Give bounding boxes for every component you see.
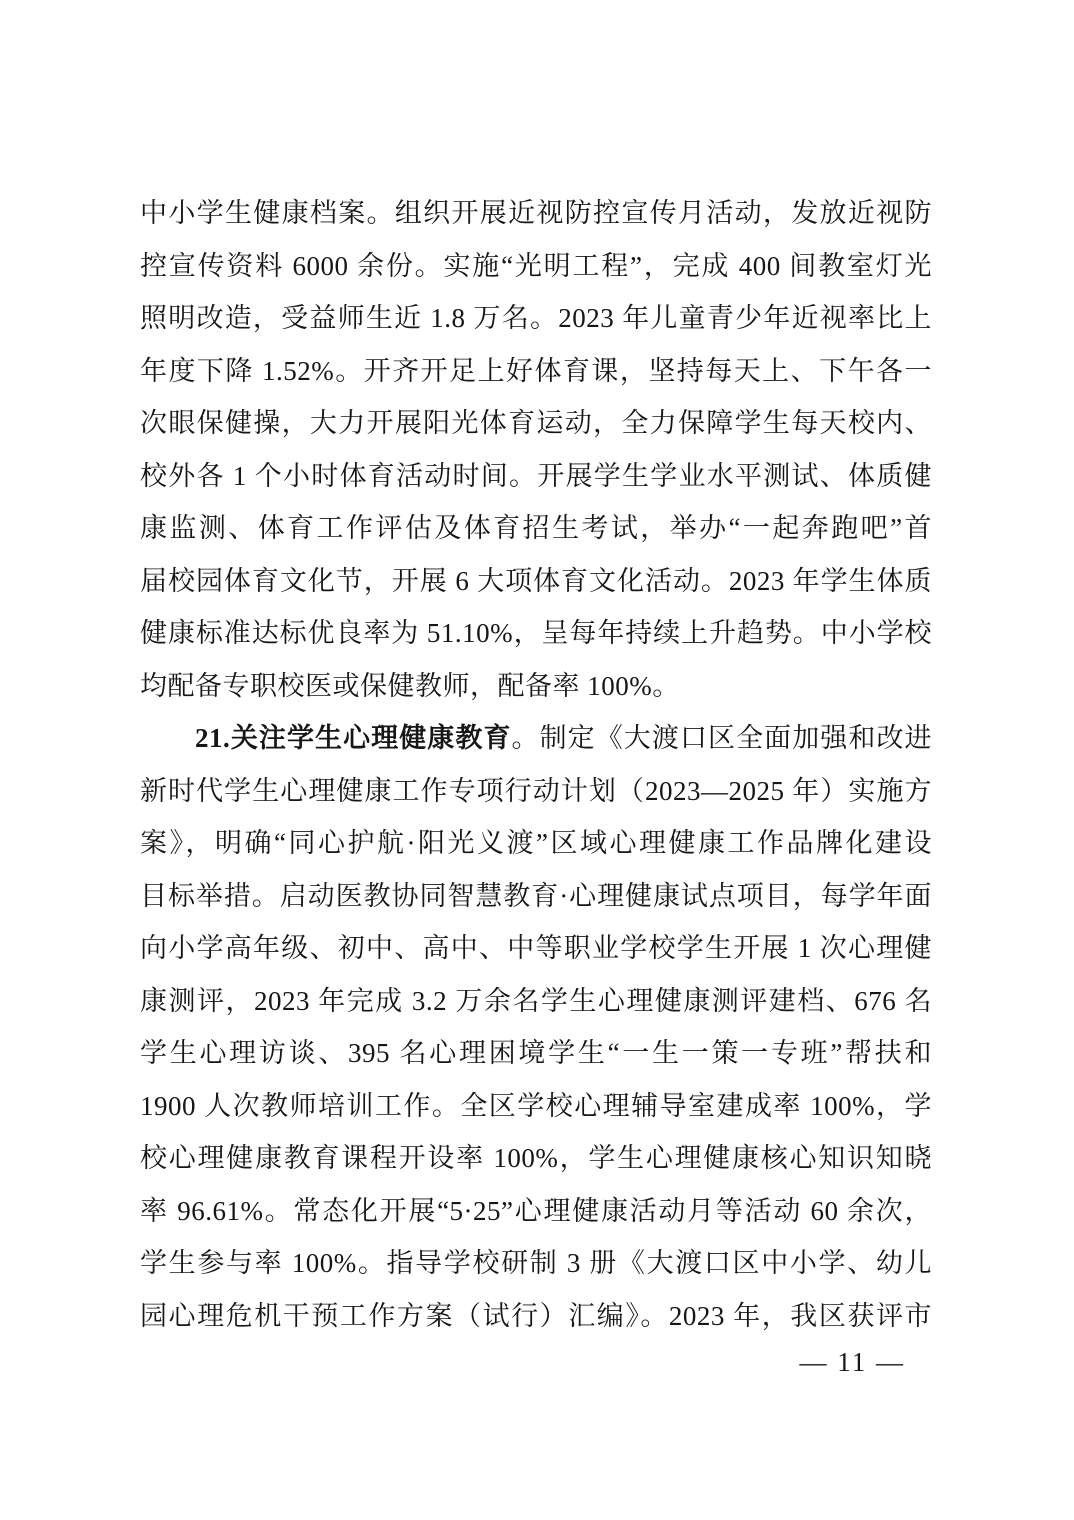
document-line	[140, 607, 932, 660]
text-segment: 康测评，2023 年完成 3.2 万余名学生心理健康测评建档、676 名	[140, 985, 932, 1016]
document-line	[140, 870, 932, 923]
document-line	[140, 712, 932, 765]
text-segment: 园心理危机干预工作方案（试行）汇编》。2023 年，我区获评市	[140, 1300, 932, 1331]
document-line	[140, 240, 932, 293]
document-line	[140, 660, 932, 713]
document-line	[140, 1027, 932, 1080]
text-segment: 均配备专职校医或保健教师，配备率 100%。	[140, 670, 680, 701]
document-line	[140, 765, 932, 818]
document-line	[140, 502, 932, 555]
document-line	[140, 922, 932, 975]
text-segment: 健康标准达标优良率为 51.10%，呈每年持续上升趋势。中小学校	[140, 618, 932, 648]
text-segment: 康监测、体育工作评估及体育招生考试，举办“一起奔跑吧”首	[140, 513, 932, 543]
document-line	[140, 397, 932, 450]
text-segment: 学生心理访谈、395 名心理困境学生“一生一策一专班”帮扶和	[140, 1038, 932, 1068]
document-line	[140, 450, 932, 503]
text-segment: 年度下降 1.52%。开齐开足上好体育课，坚持每天上、下午各一	[140, 355, 932, 386]
document-line	[140, 187, 932, 240]
document-line	[140, 1290, 932, 1343]
text-segment: 率 96.61%。常态化开展“5·25”心理健康活动月等活动 60 余次，	[140, 1195, 932, 1226]
text-segment: 目标举措。启动医教协同智慧教育·心理健康试点项目，每学年面	[140, 880, 932, 911]
text-segment: 案》，明确“同心护航·阳光义渡”区域心理健康工作品牌化建设	[140, 828, 932, 858]
document-line	[140, 292, 932, 345]
document-line	[140, 555, 932, 608]
text-segment: 次眼保健操，大力开展阳光体育运动，全力保障学生每天校内、	[140, 408, 932, 438]
text-segment: 控宣传资料 6000 余份。实施“光明工程”，完成 400 间教室灯光	[140, 250, 932, 281]
document-line	[140, 1185, 932, 1238]
text-segment: 新时代学生心理健康工作专项行动计划（2023—2025 年）实施方	[140, 775, 932, 806]
text-segment: 届校园体育文化节，开展 6 大项体育文化活动。2023 年学生体质	[140, 565, 932, 596]
section-heading: 21.关注学生心理健康教育	[195, 723, 512, 753]
text-segment: 1900 人次教师培训工作。全区学校心理辅导室建成率 100%，学	[140, 1090, 932, 1121]
document-line	[140, 1132, 932, 1185]
text-segment: 中小学生健康档案。组织开展近视防控宣传月活动，发放近视防	[140, 198, 932, 228]
document-line	[140, 975, 932, 1028]
text-segment: 校心理健康教育课程开设率 100%，学生心理健康核心知识知晓	[140, 1143, 932, 1173]
document-line	[140, 1080, 932, 1133]
page-number: — 11 —	[799, 1347, 905, 1377]
text-segment: 照明改造，受益师生近 1.8 万名。2023 年儿童青少年近视率比上	[140, 303, 932, 333]
document-line	[140, 817, 932, 870]
text-segment: 向小学高年级、初中、高中、中等职业学校学生开展 1 次心理健	[140, 933, 932, 963]
document-line	[140, 345, 932, 398]
text-segment: 学生参与率 100%。指导学校研制 3 册《大渡口区中小学、幼儿	[140, 1248, 932, 1278]
text-segment: 。制定《大渡口区全面加强和改进	[511, 723, 932, 753]
document-body	[140, 187, 932, 1342]
document-line	[140, 1237, 932, 1290]
text-segment: 校外各 1 个小时体育活动时间。开展学生学业水平测试、体质健	[140, 460, 932, 491]
